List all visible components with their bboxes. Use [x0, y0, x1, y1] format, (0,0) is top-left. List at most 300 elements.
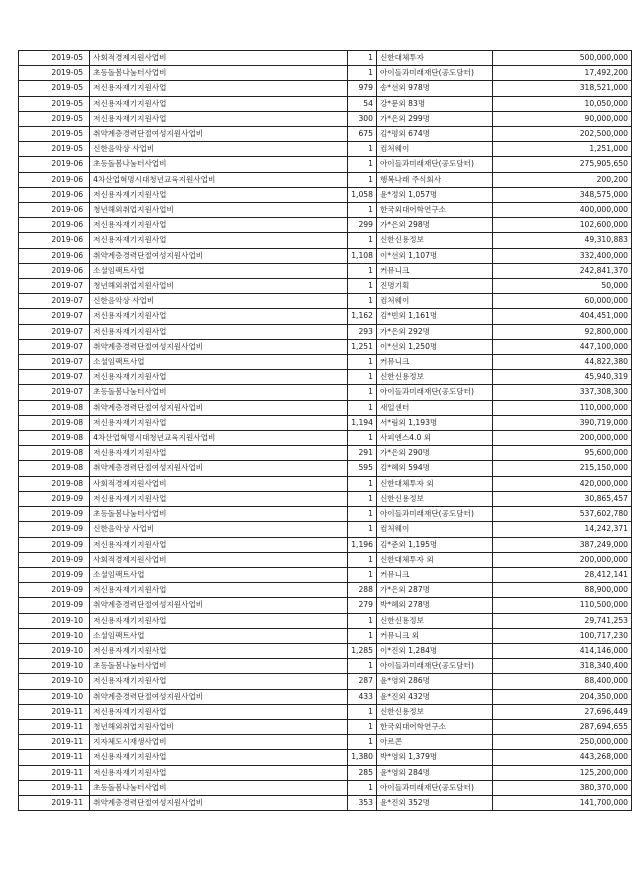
recipient-cell: 커뮤니크: [376, 567, 492, 582]
program-cell: 저신용자재기지원사업: [90, 218, 348, 233]
table-row: [19, 491, 632, 506]
amount-cell: 10,050,000: [492, 96, 631, 111]
program-cell: 취약계층경력단절여성지원사업비: [90, 339, 348, 354]
count-cell: 1: [348, 385, 377, 400]
count-cell: 1,380: [348, 750, 377, 765]
recipient-cell: 신한신용정보: [376, 233, 492, 248]
count-cell: 1: [348, 142, 377, 157]
date-cell: 2019-08: [19, 446, 90, 461]
date-cell: 2019-11: [19, 780, 90, 795]
recipient-cell: 아이들과미래재단(공도담터): [376, 507, 492, 522]
count-cell: 1: [348, 400, 377, 415]
count-cell: 1: [348, 719, 377, 734]
count-cell: 279: [348, 598, 377, 613]
amount-cell: 110,000,000: [492, 400, 631, 415]
amount-cell: 88,400,000: [492, 674, 631, 689]
table-row: [19, 187, 632, 202]
recipient-cell: 사피엔스4.0 외: [376, 431, 492, 446]
table-row: [19, 613, 632, 628]
recipient-cell: 윤*정외 1,057명: [376, 187, 492, 202]
program-cell: 초등돌봄나눔터사업비: [90, 66, 348, 81]
count-cell: 1: [348, 552, 377, 567]
program-cell: 지자체도시재생사업비: [90, 735, 348, 750]
program-cell: 저신용자재기지원사업: [90, 187, 348, 202]
recipient-cell: 이*선외 1,250명: [376, 339, 492, 354]
date-cell: 2019-10: [19, 613, 90, 628]
table-row: [19, 294, 632, 309]
date-cell: 2019-06: [19, 263, 90, 278]
recipient-cell: 아이들과미래재단(공도담터): [376, 780, 492, 795]
table-row: [19, 81, 632, 96]
program-cell: 취약계층경력단절여성지원사업비: [90, 598, 348, 613]
date-cell: 2019-05: [19, 81, 90, 96]
program-cell: 4차산업혁명시대청년교육지원사업비: [90, 172, 348, 187]
program-cell: 소셜임팩트사업: [90, 263, 348, 278]
date-cell: 2019-11: [19, 765, 90, 780]
amount-cell: 215,150,000: [492, 461, 631, 476]
table-row: [19, 507, 632, 522]
program-cell: 취약계층경력단절여성지원사업비: [90, 400, 348, 415]
table-row: [19, 385, 632, 400]
count-cell: 1: [348, 279, 377, 294]
amount-cell: 200,200: [492, 172, 631, 187]
table-row: [19, 355, 632, 370]
recipient-cell: 새일센터: [376, 400, 492, 415]
amount-cell: 447,100,000: [492, 339, 631, 354]
table-row: [19, 51, 632, 66]
amount-cell: 125,200,000: [492, 765, 631, 780]
count-cell: 1: [348, 203, 377, 218]
table-row: [19, 795, 632, 810]
program-cell: 청년해외취업지원사업비: [90, 203, 348, 218]
date-cell: 2019-09: [19, 567, 90, 582]
count-cell: 1: [348, 491, 377, 506]
program-cell: 저신용자재기지원사업: [90, 765, 348, 780]
amount-cell: 500,000,000: [492, 51, 631, 66]
count-cell: 291: [348, 446, 377, 461]
date-cell: 2019-09: [19, 583, 90, 598]
date-cell: 2019-08: [19, 400, 90, 415]
count-cell: 1,196: [348, 537, 377, 552]
program-cell: 초등돌봄나눔터사업비: [90, 157, 348, 172]
program-cell: 저신용자재기지원사업: [90, 537, 348, 552]
amount-cell: 17,492,200: [492, 66, 631, 81]
date-cell: 2019-05: [19, 96, 90, 111]
recipient-cell: 강*문외 83명: [376, 96, 492, 111]
recipient-cell: 아이들과미래재단(공도담터): [376, 385, 492, 400]
program-cell: 신한음악상 사업비: [90, 522, 348, 537]
table-row: [19, 157, 632, 172]
recipient-cell: 신한대체투자 외: [376, 552, 492, 567]
table-row: [19, 66, 632, 81]
count-cell: 1: [348, 567, 377, 582]
program-cell: 저신용자재기지원사업: [90, 81, 348, 96]
table-row: [19, 415, 632, 430]
recipient-cell: 김*혜외 594명: [376, 461, 492, 476]
count-cell: 595: [348, 461, 377, 476]
date-cell: 2019-05: [19, 111, 90, 126]
amount-cell: 92,800,000: [492, 324, 631, 339]
recipient-cell: 한국외대어학연구소: [376, 203, 492, 218]
count-cell: 288: [348, 583, 377, 598]
table-row: [19, 203, 632, 218]
date-cell: 2019-06: [19, 233, 90, 248]
recipient-cell: 커뮤니크: [376, 263, 492, 278]
count-cell: 1: [348, 780, 377, 795]
recipient-cell: 서*림외 1,193명: [376, 415, 492, 430]
recipient-cell: 박*혜외 278명: [376, 598, 492, 613]
recipient-cell: 가*은외 298명: [376, 218, 492, 233]
date-cell: 2019-09: [19, 522, 90, 537]
program-cell: 취약계층경력단절여성지원사업비: [90, 795, 348, 810]
count-cell: 1: [348, 263, 377, 278]
program-cell: 저신용자재기지원사업: [90, 583, 348, 598]
amount-cell: 250,000,000: [492, 735, 631, 750]
table-row: [19, 537, 632, 552]
recipient-cell: 아이들과미래재단(공도담터): [376, 66, 492, 81]
program-cell: 사회적경제지원사업비: [90, 552, 348, 567]
amount-cell: 202,500,000: [492, 127, 631, 142]
table-row: [19, 431, 632, 446]
program-cell: 저신용자재기지원사업: [90, 309, 348, 324]
amount-cell: 90,000,000: [492, 111, 631, 126]
count-cell: 1: [348, 476, 377, 491]
amount-cell: 390,719,000: [492, 415, 631, 430]
recipient-cell: 신한대체투자 외: [376, 476, 492, 491]
table-row: [19, 719, 632, 734]
count-cell: 299: [348, 218, 377, 233]
recipient-cell: 신한대체투자: [376, 51, 492, 66]
count-cell: 293: [348, 324, 377, 339]
recipient-cell: 신한신용정보: [376, 491, 492, 506]
date-cell: 2019-06: [19, 203, 90, 218]
table-row: [19, 704, 632, 719]
amount-cell: 443,268,000: [492, 750, 631, 765]
ledger-table: [18, 50, 632, 811]
count-cell: 1: [348, 355, 377, 370]
date-cell: 2019-11: [19, 795, 90, 810]
table-row: [19, 735, 632, 750]
table-row: [19, 127, 632, 142]
recipient-cell: 가*은외 287명: [376, 583, 492, 598]
amount-cell: 44,822,380: [492, 355, 631, 370]
program-cell: 저신용자재기지원사업: [90, 674, 348, 689]
count-cell: 1: [348, 613, 377, 628]
date-cell: 2019-10: [19, 628, 90, 643]
amount-cell: 318,521,000: [492, 81, 631, 96]
amount-cell: 275,905,650: [492, 157, 631, 172]
program-cell: 저신용자재기지원사업: [90, 370, 348, 385]
date-cell: 2019-08: [19, 415, 90, 430]
program-cell: 신한음악상 사업비: [90, 142, 348, 157]
program-cell: 저신용자재기지원사업: [90, 613, 348, 628]
date-cell: 2019-08: [19, 476, 90, 491]
table-row: [19, 659, 632, 674]
date-cell: 2019-10: [19, 689, 90, 704]
date-cell: 2019-07: [19, 339, 90, 354]
amount-cell: 50,000: [492, 279, 631, 294]
program-cell: 저신용자재기지원사업: [90, 643, 348, 658]
program-cell: 신한음악상 사업비: [90, 294, 348, 309]
program-cell: 취약계층경력단절여성지원사업비: [90, 689, 348, 704]
amount-cell: 14,242,371: [492, 522, 631, 537]
date-cell: 2019-11: [19, 735, 90, 750]
table-row: [19, 248, 632, 263]
date-cell: 2019-06: [19, 157, 90, 172]
date-cell: 2019-06: [19, 248, 90, 263]
recipient-cell: 아이들과미래재단(공도담터): [376, 157, 492, 172]
table-row: [19, 339, 632, 354]
amount-cell: 28,412,141: [492, 567, 631, 582]
program-cell: 저신용자재기지원사업: [90, 111, 348, 126]
recipient-cell: 컴처웨이: [376, 142, 492, 157]
count-cell: 433: [348, 689, 377, 704]
recipient-cell: 윤*진외 432명: [376, 689, 492, 704]
amount-cell: 30,865,457: [492, 491, 631, 506]
table-row: [19, 522, 632, 537]
count-cell: 979: [348, 81, 377, 96]
count-cell: 1: [348, 294, 377, 309]
recipient-cell: 김*준외 1,195명: [376, 537, 492, 552]
count-cell: 1,108: [348, 248, 377, 263]
ledger-body: [19, 51, 632, 811]
amount-cell: 537,602,780: [492, 507, 631, 522]
count-cell: 1,162: [348, 309, 377, 324]
count-cell: 1: [348, 628, 377, 643]
program-cell: 소셜임팩트사업: [90, 355, 348, 370]
program-cell: 소셜임팩트사업: [90, 567, 348, 582]
amount-cell: 95,600,000: [492, 446, 631, 461]
amount-cell: 29,741,253: [492, 613, 631, 628]
date-cell: 2019-09: [19, 537, 90, 552]
amount-cell: 348,575,000: [492, 187, 631, 202]
amount-cell: 110,500,000: [492, 598, 631, 613]
date-cell: 2019-09: [19, 552, 90, 567]
amount-cell: 60,000,000: [492, 294, 631, 309]
recipient-cell: 윤*영외 284명: [376, 765, 492, 780]
program-cell: 초등돌봄나눔터사업비: [90, 780, 348, 795]
amount-cell: 200,000,000: [492, 552, 631, 567]
table-row: [19, 552, 632, 567]
table-row: [19, 142, 632, 157]
date-cell: 2019-05: [19, 142, 90, 157]
table-row: [19, 400, 632, 415]
recipient-cell: 윤*진외 352명: [376, 795, 492, 810]
program-cell: 취약계층경력단절여성지원사업비: [90, 461, 348, 476]
amount-cell: 380,370,000: [492, 780, 631, 795]
amount-cell: 242,841,370: [492, 263, 631, 278]
table-row: [19, 218, 632, 233]
amount-cell: 414,146,000: [492, 643, 631, 658]
recipient-cell: 이*선외 1,107명: [376, 248, 492, 263]
date-cell: 2019-11: [19, 719, 90, 734]
table-row: [19, 567, 632, 582]
date-cell: 2019-08: [19, 431, 90, 446]
count-cell: 1: [348, 735, 377, 750]
count-cell: 1: [348, 66, 377, 81]
amount-cell: 332,400,000: [492, 248, 631, 263]
date-cell: 2019-11: [19, 704, 90, 719]
program-cell: 초등돌봄나눔터사업비: [90, 385, 348, 400]
program-cell: 청년해외취업지원사업비: [90, 719, 348, 734]
amount-cell: 27,696,449: [492, 704, 631, 719]
date-cell: 2019-07: [19, 370, 90, 385]
count-cell: 1: [348, 431, 377, 446]
amount-cell: 102,600,000: [492, 218, 631, 233]
count-cell: 287: [348, 674, 377, 689]
date-cell: 2019-09: [19, 598, 90, 613]
date-cell: 2019-06: [19, 172, 90, 187]
recipient-cell: 이*진외 1,284명: [376, 643, 492, 658]
date-cell: 2019-07: [19, 355, 90, 370]
program-cell: 초등돌봄나눔터사업비: [90, 659, 348, 674]
table-row: [19, 111, 632, 126]
table-row: [19, 628, 632, 643]
count-cell: 1: [348, 51, 377, 66]
table-row: [19, 233, 632, 248]
table-row: [19, 263, 632, 278]
date-cell: 2019-06: [19, 187, 90, 202]
count-cell: 1,058: [348, 187, 377, 202]
count-cell: 1: [348, 507, 377, 522]
amount-cell: 88,900,000: [492, 583, 631, 598]
recipient-cell: 진명기획: [376, 279, 492, 294]
recipient-cell: 가*은외 290명: [376, 446, 492, 461]
program-cell: 4차산업혁명시대청년교육지원사업비: [90, 431, 348, 446]
recipient-cell: 신한신용정보: [376, 613, 492, 628]
table-row: [19, 583, 632, 598]
program-cell: 초등돌봄나눔터사업비: [90, 507, 348, 522]
program-cell: 저신용자재기지원사업: [90, 96, 348, 111]
table-row: [19, 446, 632, 461]
recipient-cell: 컴처웨이: [376, 294, 492, 309]
date-cell: 2019-08: [19, 461, 90, 476]
table-row: [19, 370, 632, 385]
amount-cell: 1,251,000: [492, 142, 631, 157]
recipient-cell: 김*평외 674명: [376, 127, 492, 142]
program-cell: 저신용자재기지원사업: [90, 750, 348, 765]
table-row: [19, 689, 632, 704]
date-cell: 2019-07: [19, 294, 90, 309]
count-cell: 1: [348, 157, 377, 172]
amount-cell: 420,000,000: [492, 476, 631, 491]
date-cell: 2019-10: [19, 674, 90, 689]
amount-cell: 141,700,000: [492, 795, 631, 810]
table-row: [19, 476, 632, 491]
table-row: [19, 172, 632, 187]
amount-cell: 287,694,655: [492, 719, 631, 734]
table-row: [19, 309, 632, 324]
amount-cell: 49,310,883: [492, 233, 631, 248]
count-cell: 1: [348, 704, 377, 719]
table-row: [19, 461, 632, 476]
count-cell: 1: [348, 233, 377, 248]
program-cell: 취약계층경력단절여성지원사업비: [90, 127, 348, 142]
recipient-cell: 커뮤니크: [376, 355, 492, 370]
date-cell: 2019-05: [19, 127, 90, 142]
date-cell: 2019-07: [19, 324, 90, 339]
program-cell: 취약계층경력단절여성지원사업비: [90, 248, 348, 263]
count-cell: 353: [348, 795, 377, 810]
recipient-cell: 김*빈외 1,161명: [376, 309, 492, 324]
amount-cell: 200,000,000: [492, 431, 631, 446]
date-cell: 2019-09: [19, 507, 90, 522]
recipient-cell: 한국외대어학연구소: [376, 719, 492, 734]
date-cell: 2019-05: [19, 51, 90, 66]
program-cell: 저신용자재기지원사업: [90, 446, 348, 461]
recipient-cell: 아르콘: [376, 735, 492, 750]
date-cell: 2019-11: [19, 750, 90, 765]
amount-cell: 45,940,319: [492, 370, 631, 385]
program-cell: 저신용자재기지원사업: [90, 233, 348, 248]
count-cell: 675: [348, 127, 377, 142]
program-cell: 저신용자재기지원사업: [90, 415, 348, 430]
table-row: [19, 780, 632, 795]
recipient-cell: 컴처웨이: [376, 522, 492, 537]
date-cell: 2019-05: [19, 66, 90, 81]
recipient-cell: 박*영외 1,379명: [376, 750, 492, 765]
count-cell: 285: [348, 765, 377, 780]
recipient-cell: 가*은외 292명: [376, 324, 492, 339]
table-row: [19, 324, 632, 339]
amount-cell: 337,308,300: [492, 385, 631, 400]
table-row: [19, 279, 632, 294]
recipient-cell: 신한신용정보: [376, 704, 492, 719]
date-cell: 2019-10: [19, 643, 90, 658]
table-row: [19, 750, 632, 765]
table-row: [19, 765, 632, 780]
count-cell: 54: [348, 96, 377, 111]
table-row: [19, 96, 632, 111]
count-cell: 1,285: [348, 643, 377, 658]
amount-cell: 387,249,000: [492, 537, 631, 552]
amount-cell: 404,451,000: [492, 309, 631, 324]
program-cell: 저신용자재기지원사업: [90, 704, 348, 719]
table-row: [19, 598, 632, 613]
recipient-cell: 신한신용정보: [376, 370, 492, 385]
recipient-cell: 아이들과미래재단(공도담터): [376, 659, 492, 674]
table-row: [19, 674, 632, 689]
count-cell: 1: [348, 172, 377, 187]
count-cell: 300: [348, 111, 377, 126]
date-cell: 2019-07: [19, 385, 90, 400]
count-cell: 1: [348, 522, 377, 537]
recipient-cell: 가*은외 299명: [376, 111, 492, 126]
program-cell: 저신용자재기지원사업: [90, 491, 348, 506]
amount-cell: 318,340,400: [492, 659, 631, 674]
date-cell: 2019-10: [19, 659, 90, 674]
recipient-cell: 윤*영외 286명: [376, 674, 492, 689]
count-cell: 1,251: [348, 339, 377, 354]
table-row: [19, 643, 632, 658]
recipient-cell: 송*선외 978명: [376, 81, 492, 96]
program-cell: 소셜임팩트사업: [90, 628, 348, 643]
recipient-cell: 행복나래 주식회사: [376, 172, 492, 187]
date-cell: 2019-06: [19, 218, 90, 233]
date-cell: 2019-07: [19, 279, 90, 294]
program-cell: 저신용자재기지원사업: [90, 324, 348, 339]
program-cell: 사회적경제지원사업비: [90, 476, 348, 491]
program-cell: 청년해외취업지원사업비: [90, 279, 348, 294]
recipient-cell: 커뮤니크 외: [376, 628, 492, 643]
program-cell: 사회적경제지원사업비: [90, 51, 348, 66]
count-cell: 1: [348, 370, 377, 385]
amount-cell: 400,000,000: [492, 203, 631, 218]
amount-cell: 204,350,000: [492, 689, 631, 704]
count-cell: 1: [348, 659, 377, 674]
date-cell: 2019-09: [19, 491, 90, 506]
date-cell: 2019-07: [19, 309, 90, 324]
